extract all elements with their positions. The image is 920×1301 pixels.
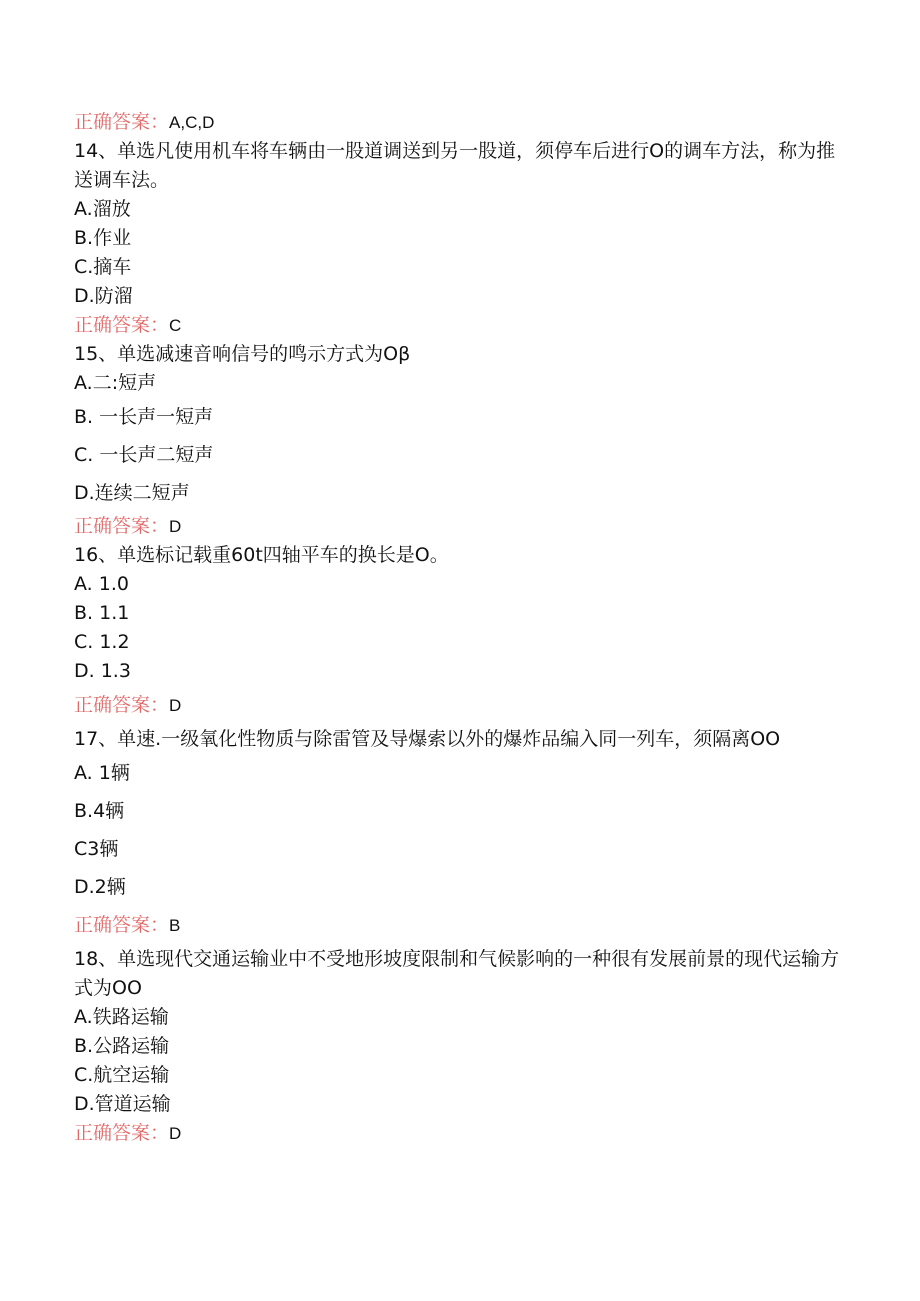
answer-value: D <box>169 517 182 536</box>
answer-option: A.溜放 <box>74 198 131 220</box>
correct-answer-line <box>74 1119 844 1148</box>
answer-label: 正确答案： <box>74 1122 170 1144</box>
answer-option: A.二:短声 <box>74 372 157 394</box>
question-text: 17、单速.一级氧化性物质与除雷管及导爆索以外的爆炸品编入同一列车，须隔离OO <box>74 728 781 750</box>
correct-answer-line <box>74 906 844 945</box>
answer-option: C. 1.2 <box>74 631 130 653</box>
document-page <box>74 108 844 1148</box>
answer-option: B.4辆 <box>74 800 125 822</box>
answer-option: D.2辆 <box>74 876 126 898</box>
correct-answer-line <box>74 686 844 725</box>
question-text: 15、单选减速音响信号的鸣示方式为Oβ <box>74 343 411 365</box>
answer-option: D.防溜 <box>74 285 133 307</box>
answer-option: A.铁路运输 <box>74 1006 169 1028</box>
question-text: 16、单选标记载重60t四轴平车的换长是O。 <box>74 544 449 566</box>
answer-option: C3辆 <box>74 838 119 860</box>
answer-label: 正确答案： <box>74 914 170 936</box>
answer-label: 正确答案： <box>74 515 170 537</box>
answer-option: A. 1辆 <box>74 762 130 784</box>
answer-option: B. 1.1 <box>74 602 130 624</box>
answer-label: 正确答案： <box>74 111 170 133</box>
correct-answer-line <box>74 108 844 137</box>
correct-answer-line <box>74 512 844 541</box>
answer-option: A. 1.0 <box>74 573 129 595</box>
answer-label: 正确答案： <box>74 314 170 336</box>
answer-value: C <box>169 316 182 335</box>
correct-answer-line <box>74 311 844 340</box>
answer-value: A,C,D <box>169 113 215 132</box>
answer-option: D. 1.3 <box>74 660 131 682</box>
answer-option: D.连续二短声 <box>74 482 190 504</box>
answer-option: C.航空运输 <box>74 1064 170 1086</box>
answer-label: 正确答案： <box>74 694 170 716</box>
answer-option: B. 一长声一短声 <box>74 406 214 428</box>
answer-value: D <box>169 1124 182 1143</box>
answer-value: D <box>169 696 182 715</box>
answer-option: B.公路运输 <box>74 1035 170 1057</box>
question-text: 14、单选凡使用机车将车辆由一股道调送到另一股道，须停车后进行O的调车方法，称为推送调车法。 <box>74 140 836 191</box>
answer-option: B.作业 <box>74 227 132 249</box>
question-text: 18、单选现代交通运输业中不受地形坡度限制和气候影响的一种很有发展前景的现代运输方式为OO <box>74 948 840 999</box>
answer-option: C.摘车 <box>74 256 132 278</box>
answer-value: B <box>169 916 181 935</box>
answer-option: D.管道运输 <box>74 1093 171 1115</box>
answer-option: C. 一长声二短声 <box>74 444 214 466</box>
